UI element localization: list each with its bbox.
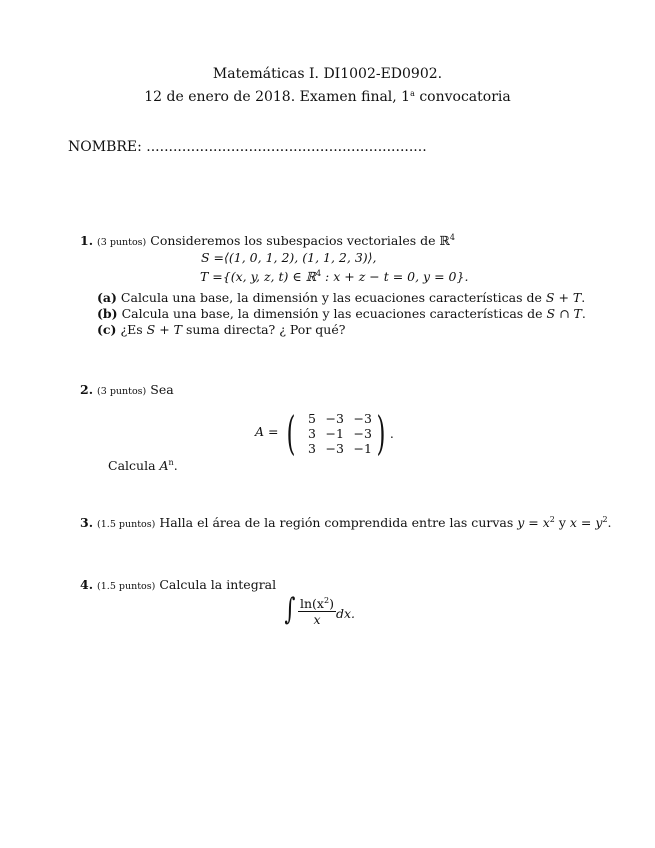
q-points: (1.5 puntos) — [97, 519, 156, 530]
math: ln(x — [300, 596, 324, 611]
math: S + T — [146, 322, 182, 337]
name-dots: ............................................................... — [146, 139, 427, 155]
math: ) — [329, 596, 334, 611]
sup: 4 — [449, 233, 455, 242]
exam-title: Matemáticas I. DI1002-ED0902. — [212, 66, 443, 82]
right-paren: ) — [376, 406, 386, 460]
q-text: Consideremos los subespacios vectoriales de ℝ — [150, 233, 450, 248]
math: S =⟨(1, 0, 1, 2), (1, 1, 2, 3)⟩, — [201, 250, 377, 265]
punct: . — [581, 306, 586, 321]
matrix-a — [282, 408, 394, 458]
part-label: (b) — [97, 306, 118, 321]
fraction — [298, 596, 336, 627]
q-text: Calcula — [108, 458, 160, 473]
part-text: Calcula una base, la dimensión y las ecuaciones características de — [121, 306, 547, 321]
date-text: 12 de enero de 2018. Examen final, 1 — [144, 89, 411, 105]
cell: −3 — [353, 410, 372, 426]
q-number: 2. — [80, 382, 94, 397]
q-text: Sea — [150, 382, 174, 397]
cell: −3 — [325, 440, 344, 456]
math: T ={(x, y, z, t) ∈ ℝ — [200, 269, 316, 284]
math: A = — [255, 424, 279, 439]
cell: 5 — [308, 410, 316, 426]
q-text: Halla el área de la región comprendida entre las curvas — [159, 515, 518, 530]
question-3 — [80, 515, 612, 530]
question-1 — [80, 233, 455, 248]
math: S ∩ T — [546, 306, 582, 321]
cell: −1 — [353, 440, 372, 456]
part-c — [97, 322, 345, 337]
question-2 — [80, 382, 174, 397]
punct: . — [581, 290, 586, 305]
cell: −3 — [325, 410, 344, 426]
math: : x + z − t = 0, y = 0}. — [321, 269, 469, 284]
math: A — [159, 458, 169, 473]
q-text: y — [554, 515, 570, 530]
ordinal: a — [410, 89, 415, 98]
q-points: (3 puntos) — [97, 237, 147, 248]
exam-subtitle — [0, 89, 655, 105]
differential — [336, 606, 355, 621]
part-text: Calcula una base, la dimensión y las ecuaciones características de — [120, 290, 546, 305]
punct: . — [173, 458, 178, 473]
q-number: 3. — [80, 515, 94, 530]
matrix-grid — [300, 411, 372, 456]
cell: −1 — [325, 425, 344, 441]
set-s — [201, 250, 377, 265]
matrix-label — [255, 424, 278, 439]
punct: . — [607, 515, 612, 530]
math: S + T — [545, 290, 582, 305]
sup: 4 — [315, 269, 322, 278]
sup: 2 — [323, 596, 330, 605]
math: x = y — [569, 515, 603, 530]
q-number: 1. — [80, 233, 94, 248]
left-paren: ( — [286, 406, 296, 460]
part-label: (a) — [97, 290, 117, 305]
cell: 3 — [308, 425, 316, 441]
part-b — [97, 306, 586, 321]
sup: 2 — [549, 515, 555, 524]
part-label: (c) — [97, 322, 117, 337]
q2-followup — [108, 458, 178, 473]
part-text: ¿Es — [120, 322, 147, 337]
denominator — [298, 612, 336, 627]
sup: n — [168, 458, 174, 467]
math: dx. — [336, 606, 356, 621]
q-points: (1.5 puntos) — [97, 581, 156, 592]
part-a — [97, 290, 585, 305]
question-4 — [80, 577, 276, 592]
math: x — [313, 612, 321, 627]
set-t — [200, 269, 468, 284]
sup: 2 — [602, 515, 608, 524]
punct: . — [389, 425, 394, 441]
name-field — [68, 139, 427, 155]
q-points: (3 puntos) — [97, 386, 147, 397]
math: y = x — [517, 515, 550, 530]
convocatoria-text: convocatoria — [414, 89, 511, 105]
name-label: NOMBRE: — [68, 139, 142, 155]
q-number: 4. — [80, 577, 94, 592]
cell: −3 — [353, 425, 372, 441]
cell: 3 — [308, 440, 316, 456]
integral-sign: ∫ — [284, 592, 296, 627]
punct: suma directa? ¿ Por qué? — [181, 322, 346, 337]
q-text: Calcula la integral — [159, 577, 277, 592]
numerator — [298, 596, 336, 612]
